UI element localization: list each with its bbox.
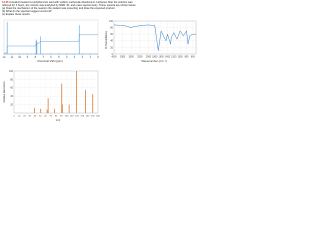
ms-x-tick-label: 10 — [18, 115, 21, 118]
ms-x-tick-label: 130 — [80, 115, 85, 118]
problem-line-1-text: A student heated 3-methylbenzoic acid with sodium methoxide dissolved in methanol. After the solution was — [9, 1, 133, 4]
ms-x-tick-label: 20 — [23, 115, 26, 118]
mass-spectrum-chart — [2, 68, 100, 122]
ir-x-tick-label: 1400 — [164, 56, 171, 59]
ms-y-tick-label: 100 — [9, 69, 13, 73]
ms-x-tick-label: 160 — [96, 115, 100, 118]
ms-x-tick-label: 80 — [54, 115, 58, 118]
nmr-x-tick-label: 6 — [50, 55, 52, 59]
ms-x-tick-label: 100 — [64, 115, 69, 118]
ir-x-axis-label: Wavenumber (cm⁻¹) — [141, 59, 167, 63]
ir-x-tick-label: 1600 — [158, 56, 164, 59]
ir-y-axis-label: % Transmittance — [105, 31, 108, 49]
ms-y-tick-label: 40 — [10, 95, 13, 99]
nmr-x-tick-label: 7 — [42, 55, 44, 59]
nmr-x-tick-label: 4 — [65, 55, 68, 59]
ms-x-tick-label: 50 — [39, 115, 42, 118]
ms-y-tick-label: 60 — [10, 86, 13, 90]
ms-x-tick-label: 110 — [70, 115, 74, 118]
nmr-plot-frame — [4, 20, 98, 54]
ms-x-tick-label: 60 — [44, 115, 47, 118]
problem-line-2: refluxed for 2 hours, the mixture was analyzed by NMR, IR, and mass spectrometry. These spectra are shown below. — [2, 4, 136, 8]
problem-text — [2, 1, 198, 16]
nmr-integration-trace — [4, 35, 98, 53]
ms-x-tick-label: 30 — [28, 115, 31, 118]
nmr-x-tick-label: 10 — [18, 55, 22, 59]
ms-x-tick-label: 140 — [85, 115, 90, 118]
ms-x-tick-label: 0 — [13, 115, 15, 118]
problem-number: 12.35 — [2, 1, 9, 4]
nmr-x-axis-label: Chemical shift (ppm) — [37, 59, 63, 63]
problem-line-3: (a) Draw the mechanism of the reaction the student was expecting and draw the expected product. — [2, 7, 116, 11]
ir-y-tick-label: 80 — [110, 26, 113, 30]
problem-line-4: (b) What do the spectral suggest occurred? — [2, 10, 52, 14]
ir-spectrum-chart — [104, 18, 198, 63]
ms-x-tick-label: 90 — [60, 115, 63, 118]
ir-x-tick-label: 2000 — [145, 56, 152, 59]
ir-y-tick-label: 60 — [110, 33, 113, 37]
ms-x-tick-label: 40 — [33, 115, 37, 118]
ms-x-axis-label: m/z — [55, 118, 61, 122]
nmr-x-tick-label: 3 — [73, 55, 76, 59]
ir-x-tick-label: 3500 — [120, 56, 126, 59]
nmr-x-tick-label: 1 — [89, 55, 91, 59]
ms-x-tick-label: 150 — [90, 115, 95, 118]
nmr-x-tick-label: 12 — [2, 55, 6, 59]
nmr-x-tick-label: 0 — [97, 55, 99, 59]
ir-x-tick-label: 4000 — [111, 56, 117, 59]
ir-x-tick-label: 600 — [190, 56, 195, 59]
nmr-x-tick-label: 9 — [26, 55, 29, 59]
nmr-x-tick-label: 5 — [58, 55, 60, 59]
ir-x-tick-label: 1800 — [152, 56, 158, 59]
ir-x-tick-label: 2500 — [137, 56, 143, 59]
ms-y-axis-label: Relative abundance — [3, 81, 6, 103]
nmr-x-tick-label: 8 — [34, 55, 37, 59]
ir-x-tick-label: 3000 — [128, 56, 134, 59]
nmr-spectrum-chart — [2, 18, 100, 63]
problem-line-5: (c) Explain these results. — [2, 13, 31, 17]
ir-y-tick-label: 0 — [111, 52, 113, 56]
ir-x-tick-label: 800 — [184, 56, 189, 59]
ir-x-tick-label: 1200 — [171, 56, 177, 59]
nmr-x-tick-label: 11 — [10, 55, 14, 59]
ir-y-tick-label: 100 — [109, 19, 113, 23]
ms-y-tick-label: 80 — [10, 78, 13, 82]
ir-y-tick-label: 40 — [110, 39, 113, 43]
ir-transmittance-trace — [114, 25, 196, 51]
ir-y-tick-label: 20 — [110, 46, 113, 50]
ms-y-tick-label: 20 — [10, 103, 13, 107]
ms-x-tick-label: 70 — [49, 115, 52, 118]
ms-x-tick-label: 120 — [75, 115, 79, 118]
nmr-x-tick-label: 2 — [81, 55, 84, 59]
ir-x-tick-label: 1000 — [177, 56, 183, 59]
